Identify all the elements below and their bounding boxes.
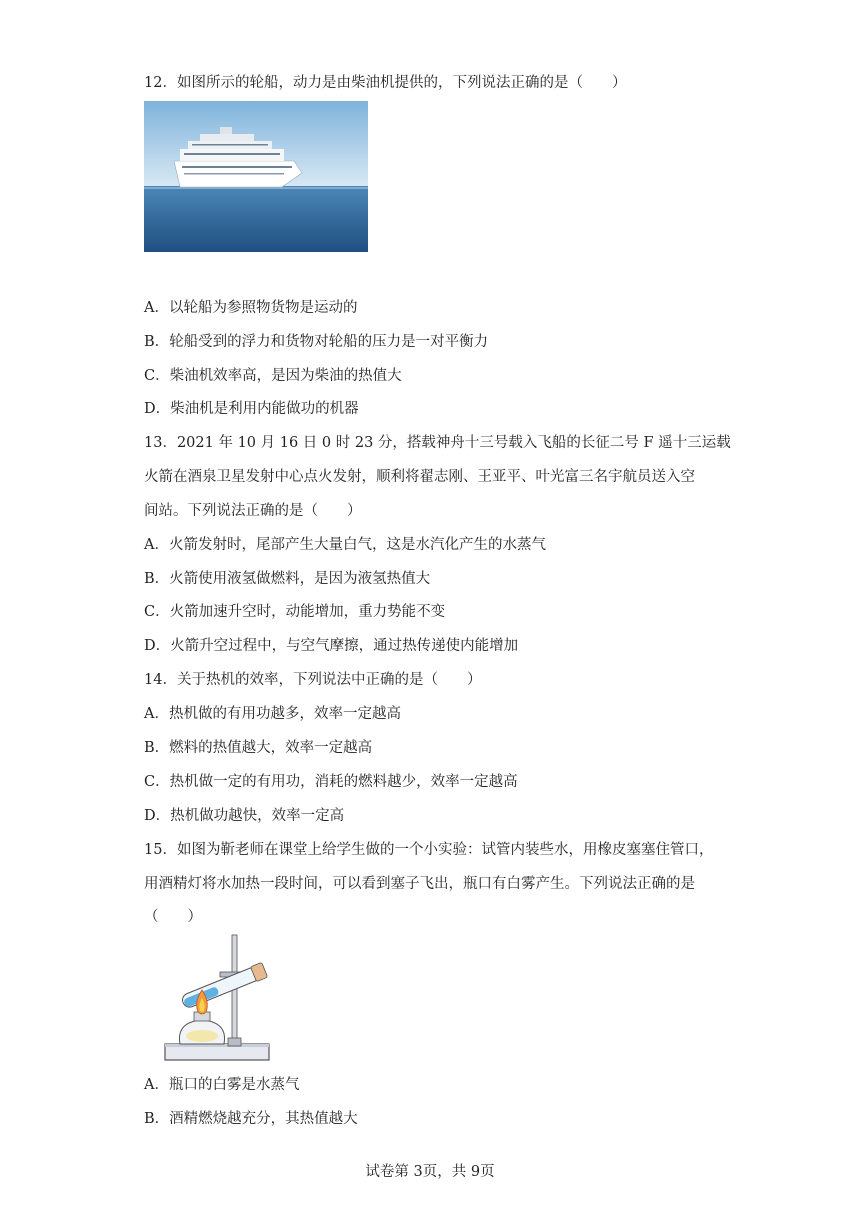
q14-option-a: A．热机做的有用功越多，效率一定越高 [144,706,401,722]
q15-stem-line-1: 15．如图为靳老师在课堂上给学生做的一个小实验：试管内装些水，用橡皮塞塞住管口， [144,842,714,858]
q13-stem-line-1: 13．2021 年 10 月 16 日 0 时 23 分，搭载神舟十三号载入飞船的长征二号 F 遥十三运载 [144,435,731,451]
q13-stem-line-3: 间站。下列说法正确的是（ ） [144,503,362,519]
test-tube-heating-diagram [162,932,282,1067]
q12-option-d: D．柴油机是利用内能做功的机器 [144,401,359,417]
q13-option-b: B．火箭使用液氢做燃料，是因为液氢热值大 [144,571,431,587]
q13-option-a: A．火箭发射时，尾部产生大量白气，这是水汽化产生的水蒸气 [144,537,546,553]
q15-stem-line-3: （ ） [144,909,202,925]
page-footer: 试卷第 3页，共 9页 [365,1164,495,1180]
q15-stem-line-2: 用酒精灯将水加热一段时间，可以看到塞子飞出，瓶口有白雾产生。下列说法正确的是 [144,876,695,892]
q14-option-c: C．热机做一定的有用功，消耗的燃料越少，效率一定越高 [144,774,518,790]
q15-option-b: B．酒精燃烧越充分，其热值越大 [144,1111,358,1127]
q14-option-d: D．热机做功越快，效率一定高 [144,808,345,824]
q13-stem-line-2: 火箭在酒泉卫星发射中心点火发射，顺利将翟志刚、王亚平、叶光富三名宇航员送入空 [144,469,695,485]
q14-option-b: B．燃料的热值越大，效率一定越高 [144,740,373,756]
cruise-ship-photo [144,101,368,252]
q14-stem: 14．关于热机的效率，下列说法中正确的是（ ） [144,672,482,688]
q12-option-a: A．以轮船为参照物货物是运动的 [144,300,358,316]
q12-stem: 12．如图所示的轮船，动力是由柴油机提供的，下列说法正确的是（ ） [144,75,627,91]
q15-option-a: A．瓶口的白雾是水蒸气 [144,1077,300,1093]
q12-option-b: B．轮船受到的浮力和货物对轮船的压力是一对平衡力 [144,334,489,350]
q13-option-d: D．火箭升空过程中，与空气摩擦，通过热传递使内能增加 [144,638,519,654]
q12-option-c: C．柴油机效率高，是因为柴油的热值大 [144,368,402,384]
q13-option-c: C．火箭加速升空时，动能增加，重力势能不变 [144,604,446,620]
